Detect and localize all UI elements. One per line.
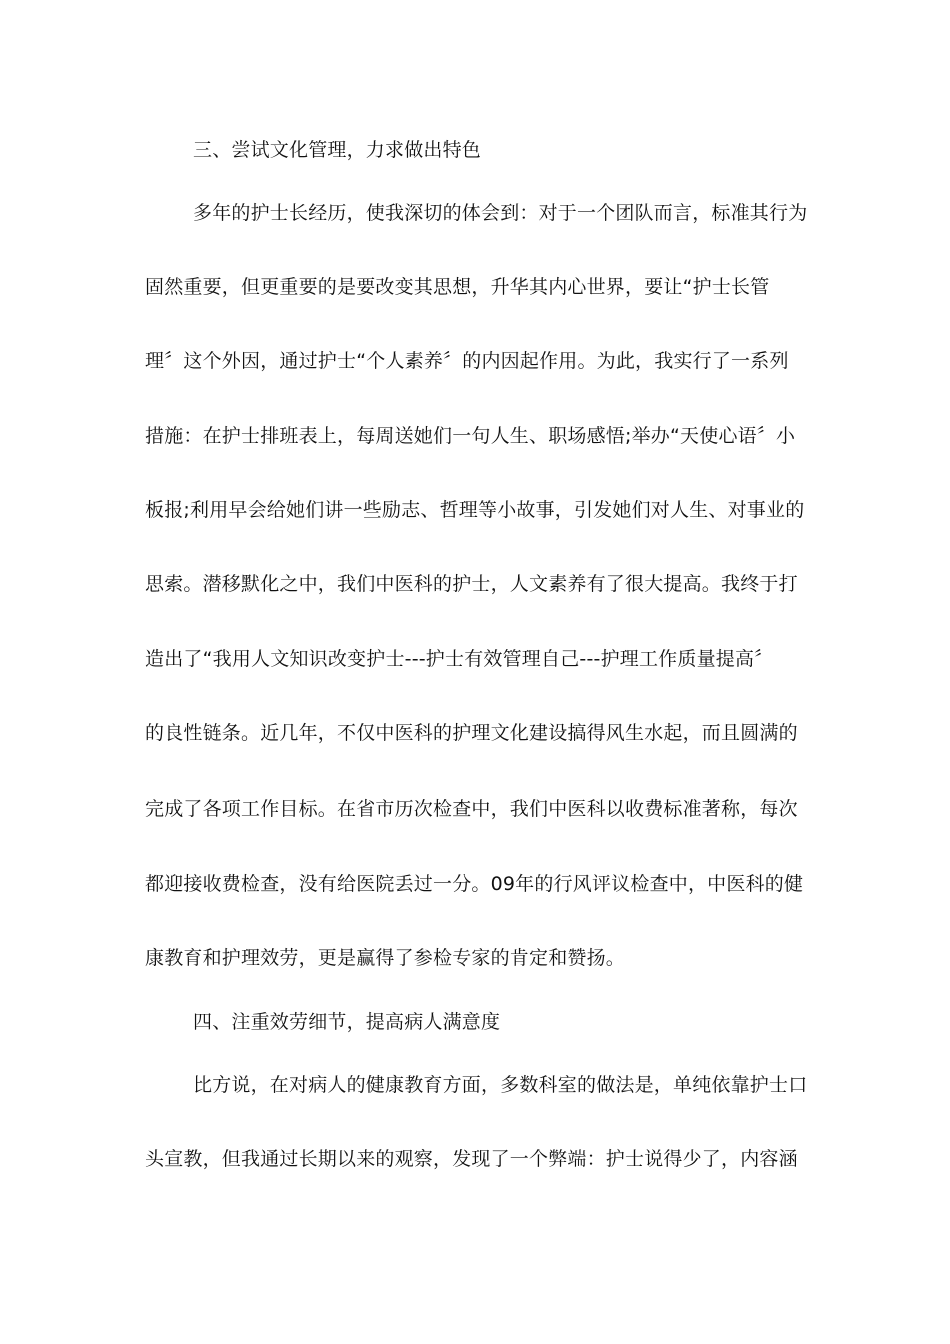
section-heading-4: 四、注重效劳细节，提高病人满意度 bbox=[193, 1011, 501, 1033]
paragraph-line: 都迎接收费检查，没有给医院丢过一分。09年的行风评议检查中，中医科的健 bbox=[145, 873, 804, 895]
paragraph-line: 板报;利用早会给她们讲一些励志、哲理等小故事，引发她们对人生、对事业的 bbox=[145, 499, 805, 521]
paragraph-line: 措施：在护士排班表上，每周送她们一句人生、职场感悟;举办“天使心语〞小 bbox=[145, 425, 796, 447]
paragraph-line: 多年的护士长经历，使我深切的体会到：对于一个团队而言，标准其行为 bbox=[193, 202, 808, 224]
section-heading-3: 三、尝试文化管理，力求做出特色 bbox=[193, 139, 482, 161]
paragraph-line: 康教育和护理效劳，更是赢得了参检专家的肯定和赞扬。 bbox=[145, 947, 626, 969]
paragraph-line: 的良性链条。近几年，不仅中医科的护理文化建设搞得风生水起，而且圆满的 bbox=[145, 722, 798, 744]
paragraph-line: 比方说，在对病人的健康教育方面，多数科室的做法是，单纯依靠护士口 bbox=[193, 1074, 808, 1096]
paragraph-line: 思索。潜移默化之中，我们中医科的护士，人文素养有了很大提高。我终于打 bbox=[145, 573, 798, 595]
paragraph-line: 完成了各项工作目标。在省市历次检查中，我们中医科以收费标准著称，每次 bbox=[145, 798, 798, 820]
paragraph-line: 理〞这个外因，通过护士“个人素养〞的内因起作用。为此，我实行了一系列 bbox=[145, 350, 789, 372]
paragraph-line: 造出了“我用人文知识改变护士---护士有效管理自己---护理工作质量提高〞 bbox=[145, 648, 774, 670]
paragraph-line: 固然重要，但更重要的是要改变其思想，升华其内心世界，要让“护士长管 bbox=[145, 276, 770, 298]
paragraph-line: 头宣教，但我通过长期以来的观察，发现了一个弊端：护士说得少了，内容涵 bbox=[145, 1148, 798, 1170]
